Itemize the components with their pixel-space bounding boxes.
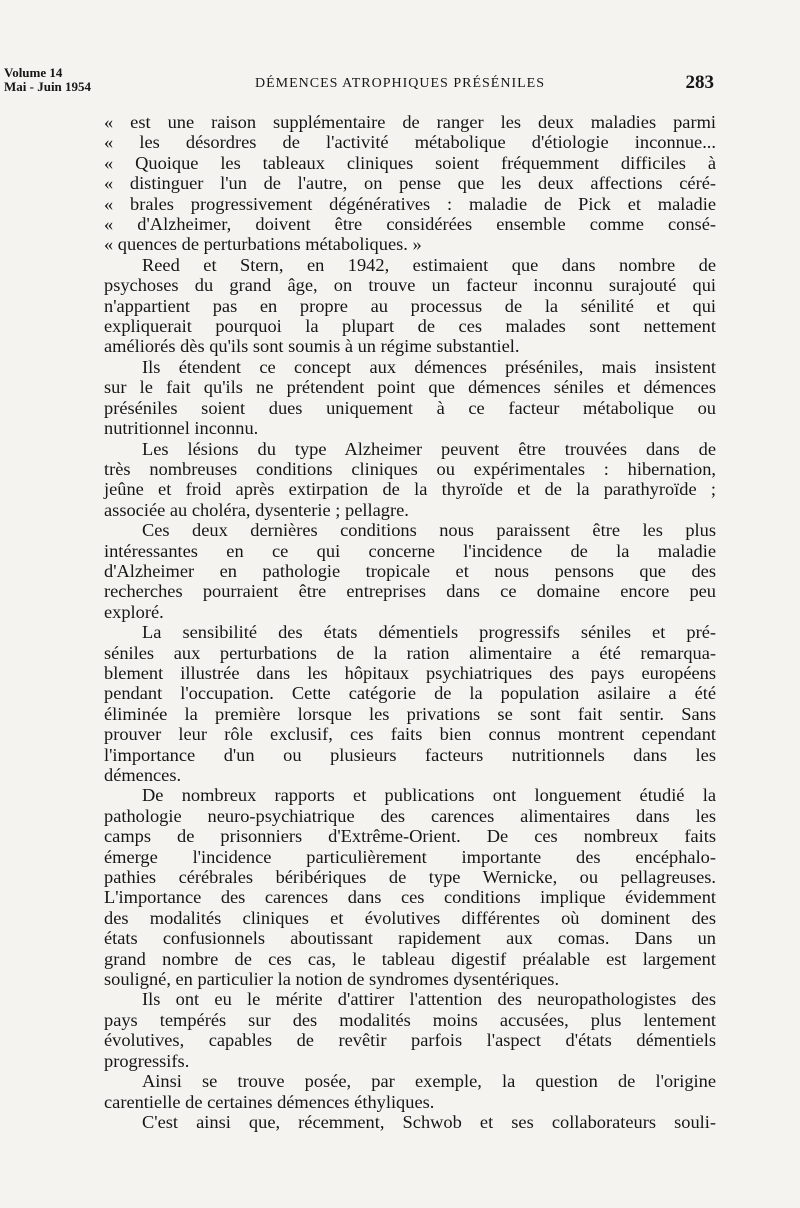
text-line: Ainsi se trouve posée, par exemple, la question de l'origine xyxy=(142,1071,716,1092)
text-line: démences. xyxy=(104,765,182,785)
text-line: pathies cérébrales béribériques de type Wernicke, ou pellagreuses. xyxy=(104,867,716,888)
issue-date: Mai - Juin 1954 xyxy=(4,79,92,94)
text-line: « d'Alzheimer, doivent être considérées ensemble comme consé- xyxy=(104,214,716,235)
text-line: des modalités cliniques et évolutives différentes où dominent des xyxy=(104,907,716,928)
text-line: L'importance des carences dans ces conditions implique évidemment xyxy=(104,887,716,908)
text-line: De nombreux rapports et publications ont longuement étudié la xyxy=(142,785,716,806)
paragraph xyxy=(104,785,716,989)
paragraph-quote xyxy=(104,112,716,255)
running-title: DÉMENCES ATROPHIQUES PRÉSÉNILES xyxy=(254,76,546,91)
page-header xyxy=(0,66,800,106)
text-line: nutritionnel inconnu. xyxy=(104,418,259,439)
text-line: blement illustrée dans les hôpitaux psychiatriques des pays européens xyxy=(104,662,716,683)
text-line: séniles aux perturbations de la ration alimentaire a été remarqua- xyxy=(104,642,716,663)
text-line: La sensibilité des états démentiels progressifs séniles et pré- xyxy=(142,622,716,643)
paragraph xyxy=(104,439,716,521)
paragraph xyxy=(104,1112,716,1132)
paragraph xyxy=(104,520,716,622)
text-line: pathologie neuro-psychiatrique des carences alimentaires dans les xyxy=(104,805,716,826)
text-line: très nombreuses conditions cliniques ou expérimentales : hibernation, xyxy=(104,458,716,479)
text-line: d'Alzheimer en pathologie tropicale et nous pensons que des xyxy=(104,560,716,581)
text-line: psychoses du grand âge, on trouve un facteur inconnu surajouté qui xyxy=(104,275,716,296)
text-line: sur le fait qu'ils ne prétendent point que démences séniles et démences xyxy=(104,377,716,398)
paragraph xyxy=(104,989,716,1071)
text-line: n'appartient pas en propre au processus de la sénilité et qui xyxy=(104,295,716,316)
text-line: associée au choléra, dysenterie ; pellagre. xyxy=(104,499,409,520)
text-line: évolutives, capables de revêtir parfois l'aspect d'états démentiels xyxy=(104,1030,716,1051)
paragraph xyxy=(104,357,716,439)
text-line: pays tempérés sur des modalités moins accusées, plus lentement xyxy=(104,1009,716,1030)
text-line: « quences de perturbations métaboliques. » xyxy=(104,234,422,255)
volume-number: Volume 14 xyxy=(4,65,63,80)
text-line: émerge l'incidence particulièrement importante des encéphalo- xyxy=(104,846,716,867)
text-line: Ils étendent ce concept aux démences préséniles, mais insistent xyxy=(142,356,716,377)
text-line: « les désordres de l'activité métabolique d'étiologie inconnue... xyxy=(104,132,716,153)
text-line: exploré. xyxy=(104,601,164,622)
text-line: Les lésions du type Alzheimer peuvent être trouvées dans de xyxy=(142,438,716,459)
text-line: préséniles soient dues uniquement à ce facteur métabolique ou xyxy=(104,397,716,418)
text-line: éliminée la première lorsque les privations se sont fait sentir. Sans xyxy=(104,703,716,724)
text-line: Ces deux dernières conditions nous paraissent être les plus xyxy=(142,520,716,541)
text-line: l'importance d'un ou plusieurs facteurs nutritionnels dans les xyxy=(104,744,716,765)
text-line: camps de prisonniers d'Extrême-Orient. De ces nombreux faits xyxy=(104,826,716,847)
text-line: Ils ont eu le mérite d'attirer l'attention des neuropathologistes des xyxy=(142,989,716,1010)
body-text xyxy=(104,112,716,1132)
text-line: « distinguer l'un de l'autre, on pense que les deux affections céré- xyxy=(104,173,716,194)
text-line: Reed et Stern, en 1942, estimaient que dans nombre de xyxy=(142,254,716,275)
page-number: 283 xyxy=(685,72,714,93)
text-line: C'est ainsi que, récemment, Schwob et ses collaborateurs souli- xyxy=(142,1111,716,1132)
text-line: expliquerait pourquoi la plupart de ces malades sont nettement xyxy=(104,316,716,337)
paragraph xyxy=(104,622,716,785)
paragraph xyxy=(104,255,716,357)
text-line: améliorés dès qu'ils sont soumis à un régime substantiel. xyxy=(104,336,520,357)
text-line: prouver leur rôle exclusif, ces faits bien connus montrent cependant xyxy=(104,724,716,745)
text-line: carentielle de certaines démences éthyliques. xyxy=(104,1091,435,1112)
text-line: progressifs. xyxy=(104,1050,190,1071)
paragraph xyxy=(104,1071,716,1112)
text-line: recherches pourraient être entreprises dans ce domaine encore peu xyxy=(104,581,716,602)
text-line: souligné, en particulier la notion de syndromes dysentériques. xyxy=(104,969,560,990)
text-line: grand nombre de ces cas, le tableau digestif préalable est largement xyxy=(104,948,716,969)
text-line: états confusionnels aboutissant rapidement aux comas. Dans un xyxy=(104,928,716,949)
text-line: « Quoique les tableaux cliniques soient fréquemment difficiles à xyxy=(104,152,716,173)
text-line: intéressantes en ce qui concerne l'incidence de la maladie xyxy=(104,540,716,561)
text-line: jeûne et froid après extirpation de la thyroïde et de la parathyroïde ; xyxy=(104,479,716,500)
text-line: « brales progressivement dégénératives : maladie de Pick et maladie xyxy=(104,193,716,214)
text-line: pendant l'occupation. Cette catégorie de la population asilaire a été xyxy=(104,683,716,704)
text-line: « est une raison supplémentaire de ranger les deux maladies parmi xyxy=(104,112,716,132)
